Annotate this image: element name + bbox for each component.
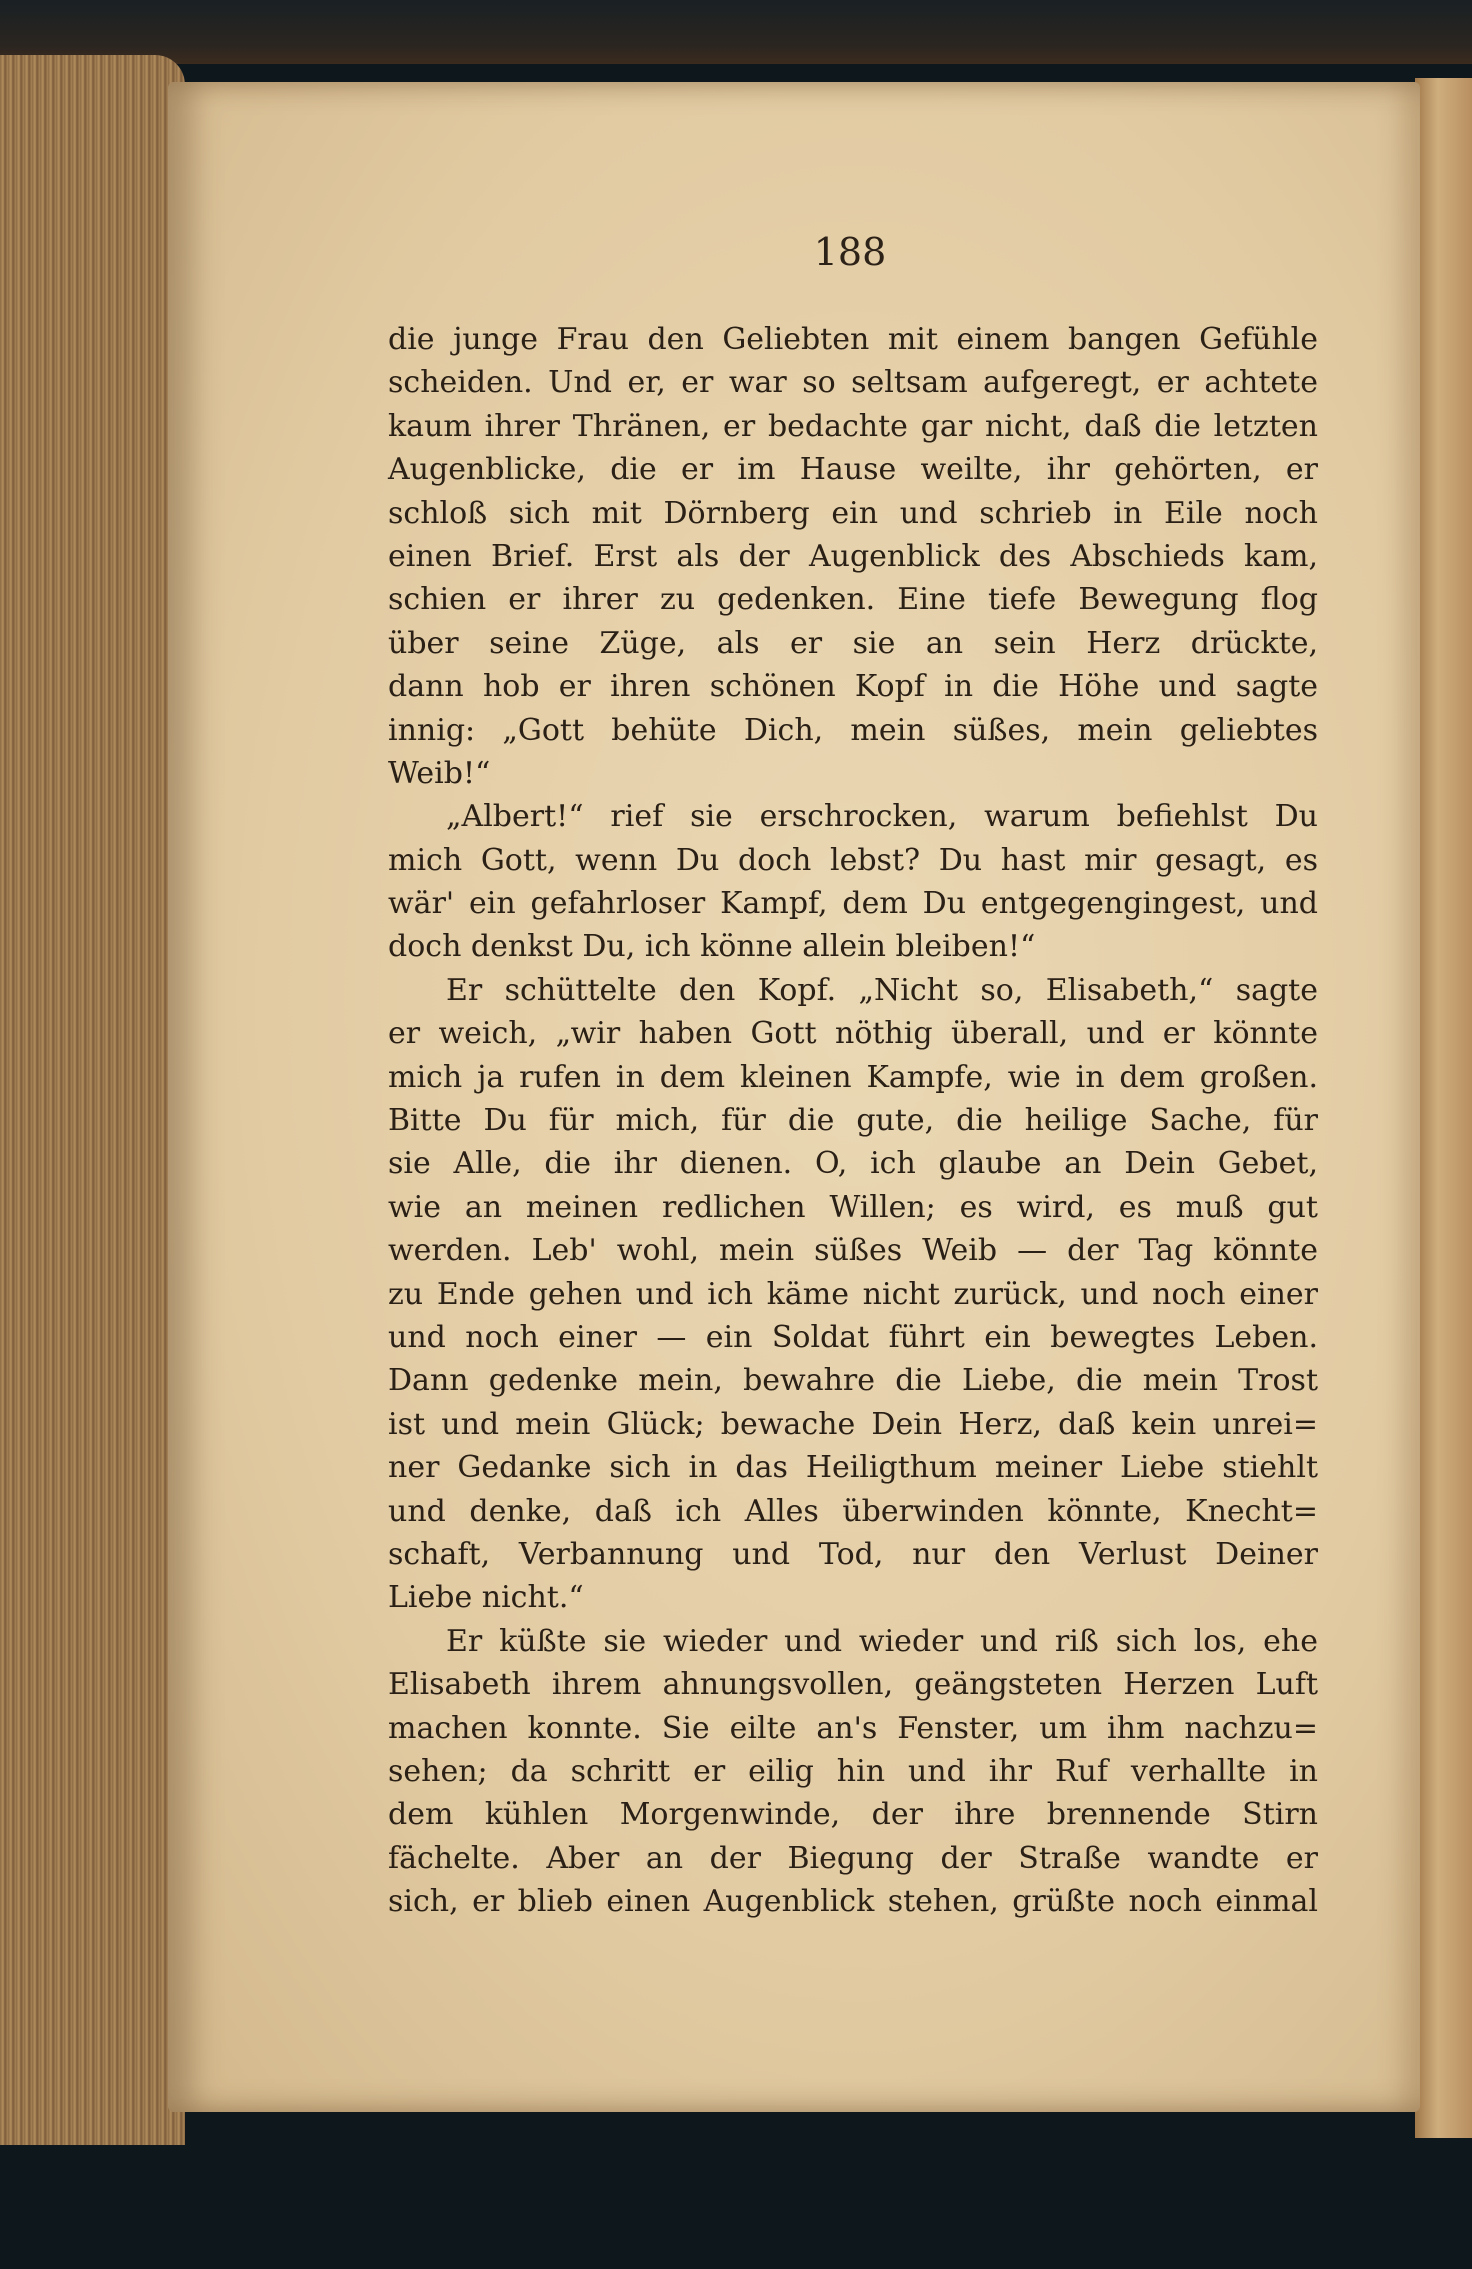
text-line: kaum ihrer Thränen, er bedachte gar nicht, daß die letzten bbox=[388, 408, 1318, 444]
text-line: Weib!“ bbox=[388, 755, 491, 791]
text-line: zu Ende gehen und ich käme nicht zurück, und noch einer bbox=[388, 1276, 1318, 1312]
text-line: dem kühlen Morgenwinde, der ihre brennende Stirn bbox=[388, 1797, 1318, 1833]
text-line: Augenblicke, die er im Hause weilte, ihr gehörten, er bbox=[388, 452, 1318, 488]
book-cover-edge bbox=[0, 0, 1472, 64]
text-line: Dann gedenke mein, bewahre die Liebe, die mein Trost bbox=[388, 1363, 1318, 1399]
text-line: doch denkst Du, ich könne allein bleiben!“ bbox=[388, 929, 1036, 965]
text-line: schloß sich mit Dörnberg ein und schrieb in Eile noch bbox=[388, 495, 1318, 531]
text-line: sie Alle, die ihr dienen. O, ich glaube an Dein Gebet, bbox=[388, 1146, 1318, 1182]
text-line: sehen; da schritt er eilig hin und ihr Ruf verhallte in bbox=[388, 1753, 1318, 1789]
text-line: dann hob er ihren schönen Kopf in die Höhe und sagte bbox=[388, 669, 1318, 705]
text-line: wie an meinen redlichen Willen; es wird, es muß gut bbox=[388, 1189, 1318, 1225]
text-line: die junge Frau den Geliebten mit einem bangen Gefühle bbox=[388, 322, 1318, 357]
text-line: machen konnte. Sie eilte an's Fenster, um ihm nachzu= bbox=[388, 1710, 1318, 1746]
text-line: scheiden. Und er, er war so seltsam aufgeregt, er achtete bbox=[388, 365, 1318, 401]
text-line: Er schüttelte den Kopf. „Nicht so, Elisabeth,“ sagte bbox=[446, 972, 1318, 1008]
text-line: und denke, daß ich Alles überwinden könnte, Knecht= bbox=[388, 1493, 1318, 1529]
text-line: Er küßte sie wieder und wieder und riß sich los, ehe bbox=[446, 1623, 1318, 1659]
text-line: Liebe nicht.“ bbox=[388, 1580, 584, 1616]
text-line: ner Gedanke sich in das Heiligthum meiner Liebe stiehlt bbox=[388, 1450, 1318, 1486]
text-line: mich Gott, wenn Du doch lebst? Du hast mir gesagt, es bbox=[388, 842, 1318, 878]
page-block-edge bbox=[0, 55, 185, 2145]
text-line: wär' ein gefahrloser Kampf, dem Du entgegengingest, und bbox=[388, 886, 1318, 922]
text-line: über seine Züge, als er sie an sein Herz drückte, bbox=[388, 625, 1318, 661]
text-line: werden. Leb' wohl, mein süßes Weib — der Tag könnte bbox=[388, 1233, 1318, 1269]
facing-page-edge bbox=[1415, 78, 1472, 2138]
text-line: Elisabeth ihrem ahnungsvollen, geängsteten Herzen Luft bbox=[388, 1667, 1318, 1703]
text-line: „Albert!“ rief sie erschrocken, warum befiehlst Du bbox=[446, 799, 1318, 835]
text-line: fächelte. Aber an der Biegung der Straße wandte er bbox=[388, 1840, 1318, 1876]
text-line: Bitte Du für mich, für die gute, die heilige Sache, für bbox=[388, 1103, 1318, 1139]
text-line: sich, er blieb einen Augenblick stehen, grüßte noch einmal bbox=[388, 1884, 1318, 1920]
text-line: mich ja rufen in dem kleinen Kampfe, wie in dem großen. bbox=[388, 1059, 1318, 1095]
text-line: schaft, Verbannung und Tod, nur den Verlust Deiner bbox=[388, 1536, 1318, 1572]
text-line: innig: „Gott behüte Dich, mein süßes, mein geliebtes bbox=[388, 712, 1318, 748]
text-line: er weich, „wir haben Gott nöthig überall, und er könnte bbox=[388, 1016, 1318, 1052]
body-text bbox=[388, 318, 1318, 1923]
text-line: ist und mein Glück; bewache Dein Herz, daß kein unrei= bbox=[388, 1406, 1318, 1442]
text-line: einen Brief. Erst als der Augenblick des Abschieds kam, bbox=[388, 538, 1318, 574]
text-line: schien er ihrer zu gedenken. Eine tiefe Bewegung flog bbox=[388, 582, 1318, 618]
page-number: 188 bbox=[813, 230, 887, 274]
text-line: und noch einer — ein Soldat führt ein bewegtes Leben. bbox=[388, 1319, 1318, 1355]
